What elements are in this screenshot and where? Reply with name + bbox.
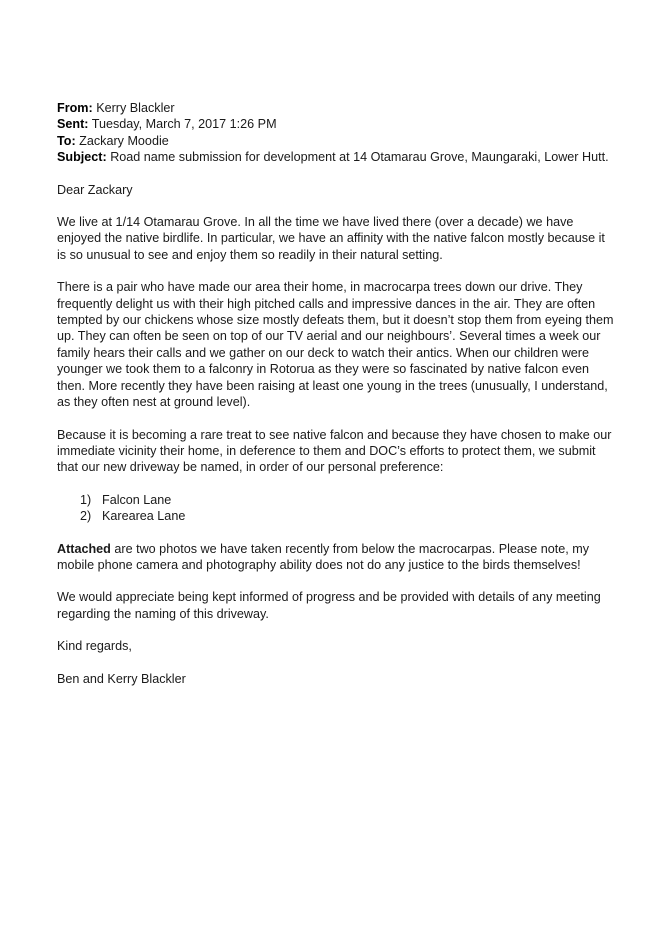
- subject-line: [57, 149, 617, 165]
- list-item-number: 2): [80, 509, 92, 524]
- list-item-name: Karearea Lane: [102, 509, 186, 524]
- sent-line: [57, 116, 617, 132]
- attached-text: are two photos we have taken recently from below the macrocarpas. Please note, my mobile phone camera and photography ability does not do any justice to the birds themselves!: [57, 541, 589, 572]
- paragraph-attached: [57, 541, 617, 574]
- to-line: [57, 133, 617, 149]
- from-label: From:: [57, 101, 93, 115]
- list-item: [57, 508, 617, 524]
- from-line: [57, 100, 617, 116]
- from-value: Kerry Blackler: [96, 101, 175, 115]
- list-item: [57, 492, 617, 508]
- sent-label: Sent:: [57, 117, 89, 132]
- subject-value: Road name submission for development at 14 Otamarau Grove, Maungaraki, Lower Hutt.: [110, 150, 609, 165]
- attached-label: Attached: [57, 541, 111, 556]
- paragraph-falcon-pair: There is a pair who have made our area their home, in macrocarpa trees down our drive. They frequently delight us with their high pitched calls and impressive dances in the air. They are often tempted by our chickens whose size mostly defeats them, but it doesn’t stop them from eyeing them up. They can often be seen on top of our TV aerial and our neighbours’. Several times a week our family hears their calls and we gather on our deck to watch their antics. When our children were younger we took them to a falconry in Rotorua as they were so fascinated by native falcon even then. More recently they have been raising at least one young in the trees (unusually, I understand, as they often nest at ground level).: [57, 280, 614, 410]
- paragraph-progress: We would appreciate being kept informed of progress and be provided with details of any meeting regarding the naming of this driveway.: [57, 590, 601, 621]
- to-label: To:: [57, 133, 76, 148]
- email-document: [57, 100, 617, 687]
- to-value: Zackary Moodie: [79, 133, 169, 148]
- salutation: Dear Zackary: [57, 182, 133, 197]
- list-item-number: 1): [80, 492, 92, 507]
- subject-label: Subject:: [57, 150, 107, 165]
- paragraph-birdlife: We live at 1/14 Otamarau Grove. In all the time we have lived there (over a decade) we have enjoyed the native birdlife. In particular, we have an affinity with the native falcon mostly because it is so unusual to see and enjoy them so readily in their natural setting.: [57, 215, 605, 262]
- paragraph-submission: Because it is becoming a rare treat to see native falcon and because they have chosen to make our immediate vicinity their home, in deference to them and DOC’s efforts to protect them, we submit that our new driveway be named, in order of our personal preference:: [57, 427, 612, 475]
- preference-list: [57, 492, 617, 525]
- sent-value: Tuesday, March 7, 2017 1:26 PM: [91, 117, 277, 132]
- list-item-name: Falcon Lane: [102, 492, 172, 507]
- signature: Ben and Kerry Blackler: [57, 671, 186, 686]
- closing: Kind regards,: [57, 639, 132, 654]
